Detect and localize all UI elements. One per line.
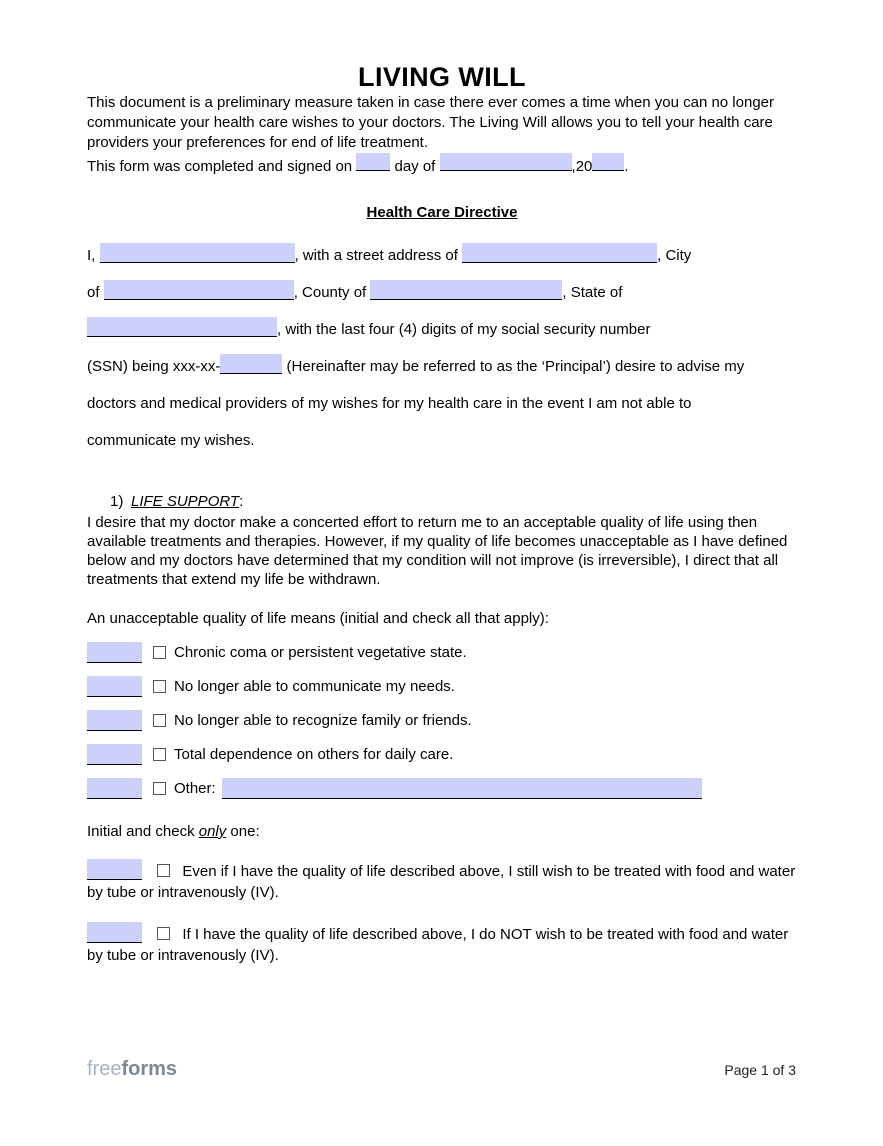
directive-line-4: doctors and medical providers of my wishes for my health care in the event I am not able to xyxy=(87,395,692,412)
completed-suffix: . xyxy=(624,158,629,175)
ssn-label: , with the last four (4) digits of my social security number xyxy=(277,321,651,338)
unacceptable-prompt: An unacceptable quality of life means (initial and check all that apply): xyxy=(87,610,549,627)
document-content xyxy=(87,0,797,981)
directive-body xyxy=(87,237,797,459)
year-input[interactable] xyxy=(592,153,624,171)
directive-line-5: communicate my wishes. xyxy=(87,432,255,449)
principal-name-input[interactable] xyxy=(100,243,295,263)
street-address-input[interactable] xyxy=(462,243,657,263)
option-row-4[interactable] xyxy=(87,744,797,765)
day-input[interactable] xyxy=(356,153,390,171)
initials-input-4[interactable] xyxy=(87,744,142,765)
choice-label-2: If I have the quality of life described above, I do NOT wish to be treated with food and water by tube or intravenously (IV). xyxy=(87,926,789,964)
intro-paragraph: This document is a preliminary measure taken in case there ever comes a time when you can no longer communicate your health care wishes to your doctors. The Living Will allows you to tell your health care providers your preferences for end of life treatment. xyxy=(87,94,775,151)
of-label-city: of xyxy=(87,284,100,301)
choice-label-1: Even if I have the quality of life described above, I still wish to be treated with food and water by tube or intravenously (IV). xyxy=(87,863,796,901)
option-label-1: Chronic coma or persistent vegetative state. xyxy=(174,644,467,661)
section-1-number: 1) xyxy=(110,493,124,510)
checkbox-option-4[interactable] xyxy=(153,748,166,761)
initial-only-emphasis: only xyxy=(198,823,227,840)
city-label: , City xyxy=(657,247,692,264)
other-text-input[interactable] xyxy=(222,778,702,799)
checkbox-option-3[interactable] xyxy=(153,714,166,727)
section-1-label: LIFE SUPPORT xyxy=(131,493,240,510)
section-1-colon: : xyxy=(239,493,244,510)
street-label: , with a street address of xyxy=(294,247,458,264)
section-1-body: I desire that my doctor make a concerted effort to return me to an acceptable quality of life using then available treatments and therapies. However, if my quality of life becomes unacceptable as I have defined below and my doctors have determined that my condition will not improve (is irreversible), I direct that all treatments that extend my life be withdrawn. xyxy=(87,514,788,588)
freeforms-logo xyxy=(87,1058,177,1081)
option-row-1[interactable] xyxy=(87,642,797,663)
initials-input-2[interactable] xyxy=(87,676,142,697)
principal-note: (Hereinafter may be referred to as the ‘Principal’) desire to advise my xyxy=(286,358,745,375)
county-label: , County of xyxy=(293,284,367,301)
option-label-2: No longer able to communicate my needs. xyxy=(174,678,455,695)
option-row-3[interactable] xyxy=(87,710,797,731)
initial-only-prompt xyxy=(87,823,797,840)
logo-forms-text: forms xyxy=(121,1058,178,1080)
option-row-2[interactable] xyxy=(87,676,797,697)
initials-input-3[interactable] xyxy=(87,710,142,731)
page-title: LIVING WILL xyxy=(358,62,526,92)
checkbox-choice-2[interactable] xyxy=(157,927,170,940)
ssn-input[interactable] xyxy=(220,354,282,374)
checkbox-option-1[interactable] xyxy=(153,646,166,659)
initials-input-other[interactable] xyxy=(87,778,142,799)
checkbox-choice-1[interactable] xyxy=(157,864,170,877)
ssn-being-label: (SSN) being xxx-xx- xyxy=(87,358,221,375)
principal-name-label: I, xyxy=(87,247,96,264)
choice-row-2[interactable] xyxy=(87,918,797,966)
option-label-other: Other: xyxy=(174,780,216,797)
year-prefix: ,20 xyxy=(571,158,593,175)
logo-free-text: free xyxy=(87,1058,122,1080)
option-label-4: Total dependence on others for daily care. xyxy=(174,746,454,763)
state-label: , State of xyxy=(562,284,623,301)
choice-row-1[interactable] xyxy=(87,855,797,903)
initials-input-choice-1[interactable] xyxy=(87,859,142,880)
section-heading: Health Care Directive xyxy=(366,204,518,221)
checkbox-option-other[interactable] xyxy=(153,782,166,795)
state-input[interactable] xyxy=(87,317,277,337)
completion-line xyxy=(87,153,797,177)
section-1-header xyxy=(87,493,797,510)
county-input[interactable] xyxy=(370,280,562,300)
month-input[interactable] xyxy=(440,153,572,171)
option-label-3: No longer able to recognize family or friends. xyxy=(174,712,472,729)
initials-input-1[interactable] xyxy=(87,642,142,663)
page-number: Page 1 of 3 xyxy=(724,1061,796,1078)
checkbox-option-2[interactable] xyxy=(153,680,166,693)
city-input[interactable] xyxy=(104,280,294,300)
initial-only-post: one: xyxy=(226,823,260,840)
initial-only-pre: Initial and check xyxy=(87,823,199,840)
option-row-other[interactable] xyxy=(87,778,797,799)
page-footer xyxy=(87,1058,796,1081)
initials-input-choice-2[interactable] xyxy=(87,922,142,943)
completed-prefix: This form was completed and signed on xyxy=(87,158,353,175)
completed-mid: day of xyxy=(394,158,436,175)
